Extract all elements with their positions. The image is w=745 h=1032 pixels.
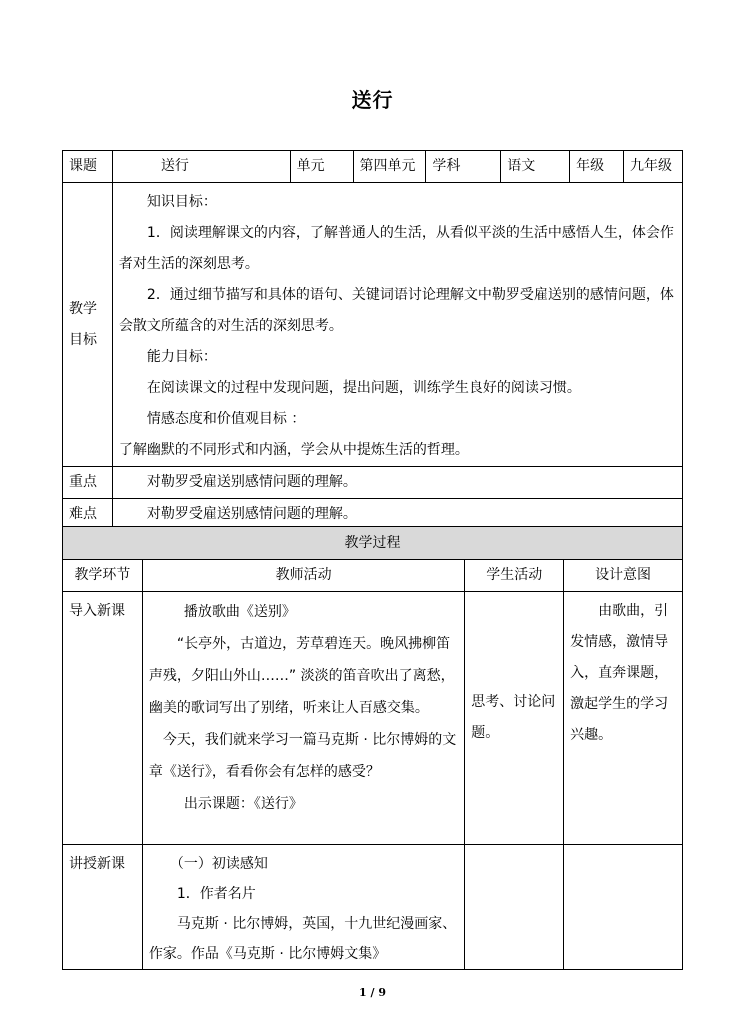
goals-label-line2: 目标 xyxy=(69,331,97,348)
key-point-label: 重点 xyxy=(63,467,113,499)
subject-value: 语文 xyxy=(501,151,570,183)
document-title: 送行 xyxy=(351,88,394,112)
ability-heading: 能力目标： xyxy=(146,349,217,365)
grade-label: 年级 xyxy=(570,151,624,183)
grade-value: 九年级 xyxy=(624,151,683,183)
goals-row xyxy=(63,183,683,467)
design-new xyxy=(564,845,683,970)
col-design: 设计意图 xyxy=(564,560,683,592)
teacher-new xyxy=(142,845,464,970)
knowledge-goal-2: 2．通过细节描写和具体的语句、关键词语讨论理解文中勒罗受雇送别的感情问题，体会散文所蕴含的对生活的深刻思考。 xyxy=(118,287,674,334)
emotion-goal-1: 了解幽默的不同形式和内涵，学会从中提炼生活的哲理。 xyxy=(118,442,469,458)
knowledge-heading: 知识目标： xyxy=(146,194,217,210)
header-row xyxy=(63,151,683,183)
goals-label xyxy=(63,183,113,467)
teacher-intro-3: 今天，我们就来学习一篇马克斯 · 比尔博姆的文章《送行》，看看你会有怎样的感受？ xyxy=(148,732,457,780)
teacher-intro-4: 出示课题：《送行》 xyxy=(183,796,303,812)
process-row-intro xyxy=(63,592,683,845)
col-stage: 教学环节 xyxy=(63,560,143,592)
key-point-row xyxy=(63,467,683,499)
key-point-value: 对勒罗受雇送别感情问题的理解。 xyxy=(112,467,682,499)
subject-label: 学科 xyxy=(426,151,501,183)
student-new xyxy=(465,845,564,970)
teacher-intro xyxy=(142,592,464,845)
process-title-row xyxy=(63,527,683,560)
teacher-new-3: 马克斯 · 比尔博姆，英国，十九世纪漫画家、作家。作品《马克斯 · 比尔博姆文集》 xyxy=(148,916,457,962)
design-intro: 由歌曲，引发情感，激情导入，直奔课题，激起学生的学习兴趣。 xyxy=(564,592,683,845)
teacher-new-1: （一）初读感知 xyxy=(169,856,268,872)
student-intro: 思考、讨论问题。 xyxy=(465,592,564,845)
teacher-new-2: 1．作者名片 xyxy=(176,886,256,902)
emotion-heading: 情感态度和价值观目标 ： xyxy=(146,411,306,427)
process-header-row xyxy=(63,560,683,592)
lesson-info-table xyxy=(62,150,683,531)
teacher-intro-1: 播放歌曲《送别》 xyxy=(183,604,296,620)
difficult-point-label: 难点 xyxy=(63,499,113,531)
teacher-intro-2: “长亭外，古道边，芳草碧连天。晚风拂柳笛声残，夕阳山外山……” 淡淡的笛音吹出了离愁，幽美的歌词写出了别绪，听来让人百感交集。 xyxy=(148,636,455,716)
knowledge-goal-1: 1．阅读理解课文的内容，了解普通人的生活，从看似平淡的生活中感悟人生，体会作者对生活的深刻思考。 xyxy=(118,225,674,272)
stage-new: 讲授新课 xyxy=(63,845,143,970)
unit-label: 单元 xyxy=(290,151,353,183)
col-student: 学生活动 xyxy=(465,560,564,592)
course-label: 课题 xyxy=(63,151,113,183)
difficult-point-value: 对勒罗受雇送别感情问题的理解。 xyxy=(112,499,682,531)
page-number: 1 / 9 xyxy=(359,986,386,999)
process-row-new xyxy=(63,845,683,970)
unit-value: 第四单元 xyxy=(353,151,426,183)
course-value: 送行 xyxy=(112,151,290,183)
stage-intro: 导入新课 xyxy=(63,592,143,845)
process-title: 教学过程 xyxy=(63,527,683,560)
goals-label-line1: 教学 xyxy=(69,300,97,317)
teaching-process-table xyxy=(62,526,683,970)
col-teacher: 教师活动 xyxy=(142,560,464,592)
ability-goal-1: 在阅读课文的过程中发现问题，提出问题，训练学生良好的阅读习惯。 xyxy=(146,380,581,396)
goals-content xyxy=(112,183,682,467)
